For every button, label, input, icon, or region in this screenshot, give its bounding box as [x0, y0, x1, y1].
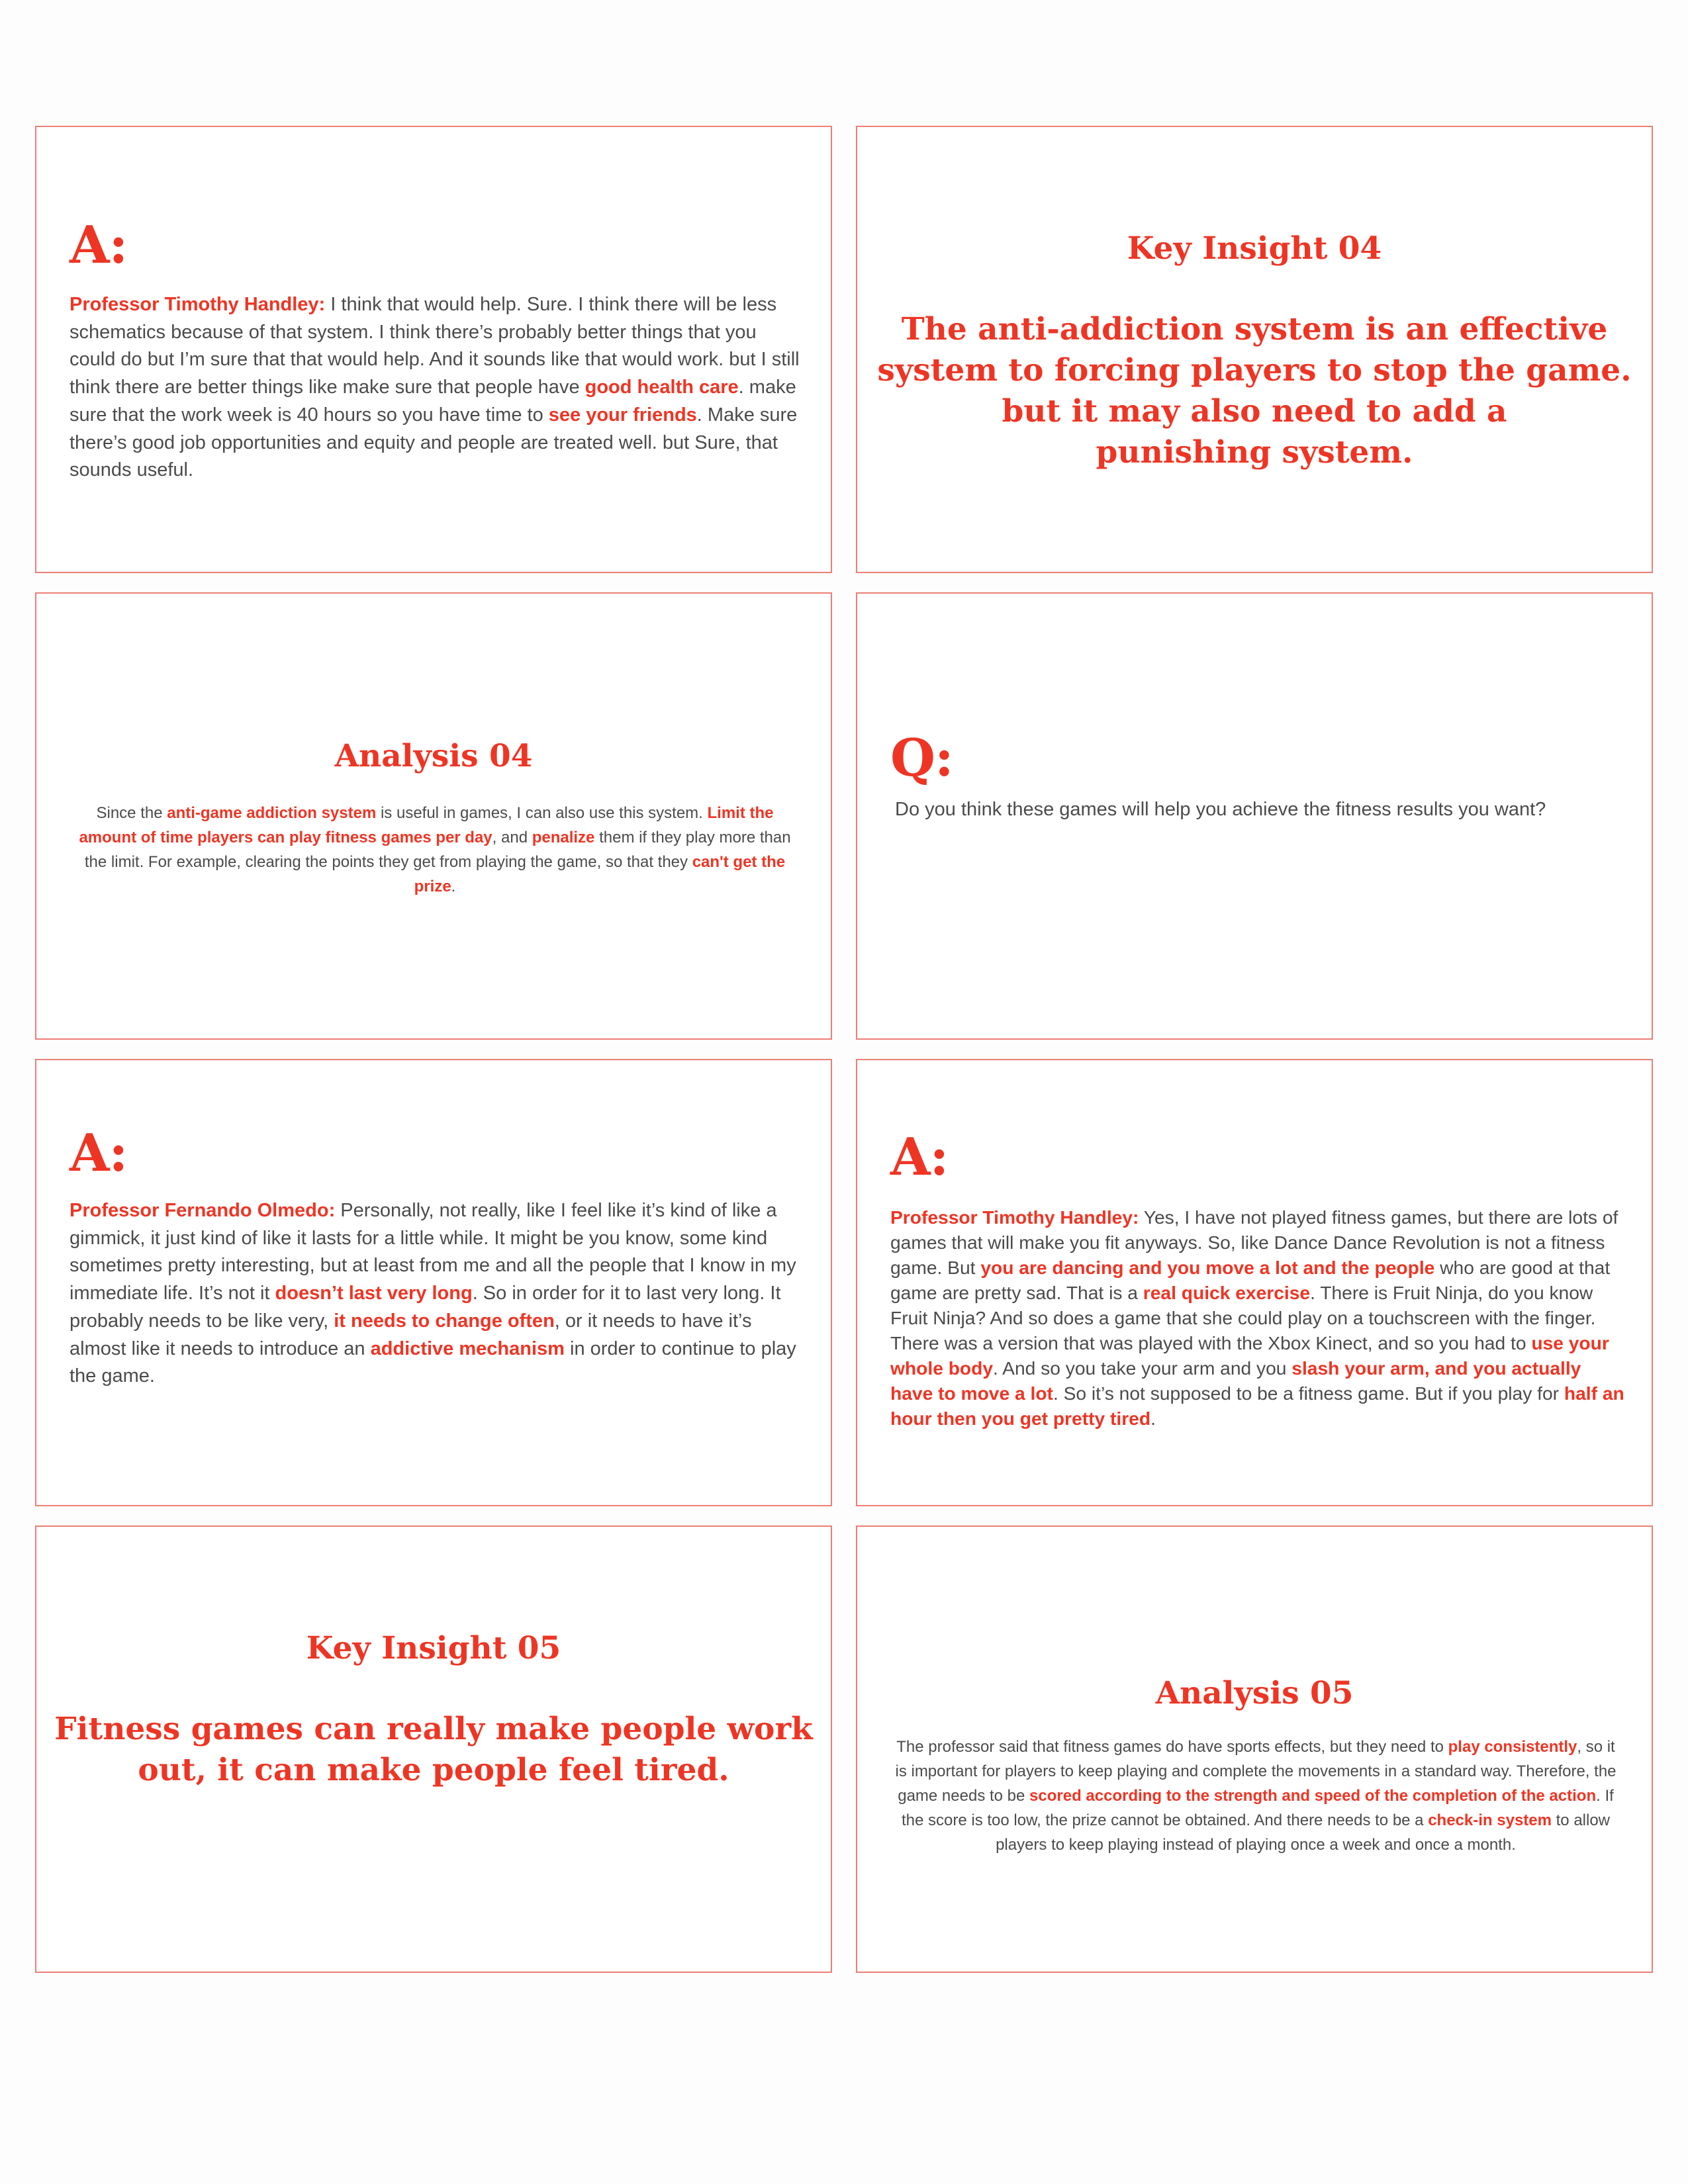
- insight-title: Key Insight 05: [306, 1630, 561, 1666]
- analysis-04-card: [35, 592, 832, 1040]
- speaker-name: Professor Fernando Olmedo:: [70, 1200, 336, 1221]
- highlight: anti-game addiction system: [167, 804, 377, 822]
- highlight: penalize: [532, 829, 595, 846]
- highlight: play consistently: [1448, 1738, 1577, 1756]
- highlight: it needs to change often: [334, 1310, 555, 1332]
- question-text: Do you think these games will help you achieve the fitness results you want?: [895, 799, 1546, 820]
- key-insight-04-card: [856, 126, 1653, 573]
- highlight: half an hour then you get pretty tired: [890, 1383, 1624, 1429]
- analysis-title: Analysis 05: [1155, 1675, 1354, 1711]
- answer-label: A:: [70, 215, 128, 275]
- highlight: check-in system: [1428, 1811, 1552, 1829]
- speaker-name: Professor Timothy Handley:: [890, 1206, 1139, 1228]
- analysis-text: Since the anti-game addiction system is useful in games, I can also use this system. Limit the amount of time players can play fitness games per day, and penalize them if they play more than the limit. For example, clearing the points they get from playing the game, so that they can't get the prize.: [79, 804, 791, 895]
- answer-label: A:: [890, 1127, 949, 1187]
- question-card: [856, 592, 1653, 1040]
- insight-title: Key Insight 04: [1127, 230, 1382, 267]
- speaker-name: Professor Timothy Handley:: [70, 294, 326, 315]
- highlight: you are dancing and you move a lot and the people: [980, 1257, 1435, 1278]
- answer-card-olmedo: [35, 1059, 832, 1506]
- highlight: doesn’t last very long: [275, 1283, 473, 1304]
- analysis-text: The professor said that fitness games do have sports effects, but they need to play consistently, so it is important for players to keep playing and complete the movements in a standard way. Therefore, the game needs to be scored according to the strength and speed of the completion of the action. If the score is too low, the prize cannot be obtained. And there needs to be a check-in system to allow players to keep playing instead of playing once a week and once a month.: [895, 1738, 1617, 1854]
- answer-card-handley-2: [856, 1059, 1653, 1506]
- answer-text: Professor Fernando Olmedo: Personally, not really, like I feel like it’s kind of like a gimmick, it just kind of like it lasts for a little while. It might be you know, some kind sometimes pretty interesting, but at least from me and all the people that I know in my immediate life. It’s not it doesn’t last very long. So in order for it to last very long. It probably needs to be like very, it needs to change often, or it needs to have it’s almost like it needs to introduce an addictive mechanism in order to continue to play the game.: [70, 1200, 796, 1387]
- key-insight-05-card: [35, 1525, 832, 1973]
- highlight: real quick exercise: [1143, 1282, 1311, 1303]
- highlight: see your friends: [548, 404, 697, 426]
- highlight: slash your arm, and you actually have to move a lot: [890, 1357, 1581, 1404]
- question-label: Q:: [890, 728, 953, 788]
- highlight: Limit the amount of time players can play fitness games per day: [79, 804, 774, 846]
- insight-text: The anti-addiction system is an effective system to forcing players to stop the game. but it may also need to add a punishing system.: [877, 311, 1632, 471]
- answer-label: A:: [70, 1123, 128, 1183]
- answer-text: Professor Timothy Handley: I think that would help. Sure. I think there will be less schematics because of that system. I think there’s probably better things that you could do but I’m sure that that would help. And it sounds like that would work. but I still think there are better things like make sure that people have good health care. make sure that the work week is 40 hours so you have time to see your friends. Make sure there’s good job opportunities and equity and people are treated well. but Sure, that sounds useful.: [70, 294, 800, 481]
- highlight: good health care: [585, 377, 739, 398]
- highlight: use your whole body: [890, 1332, 1609, 1379]
- highlight: can't get the prize: [414, 853, 786, 895]
- analysis-05-card: [856, 1525, 1653, 1973]
- highlight: addictive mechanism: [370, 1338, 565, 1359]
- answer-card-handley-1: [35, 126, 832, 573]
- answer-text: Professor Timothy Handley: Yes, I have not played fitness games, but there are lots of games that will make you fit anyways. So, like Dance Dance Revolution is not a fitness game. But you are dancing and you move a lot and the people who are good at that game are pretty sad. That is a real quick exercise. There is Fruit Ninja, do you know Fruit Ninja? And so does a game that she could play on a touchscreen with the finger. There was a version that was played with the Xbox Kinect, and so you had to use your whole body. And so you take your arm and you slash your arm, and you actually have to move a lot. So it’s not supposed to be a fitness game. But if you play for half an hour then you get pretty tired.: [890, 1206, 1624, 1429]
- analysis-title: Analysis 04: [334, 738, 533, 774]
- highlight: scored according to the strength and speed of the completion of the action: [1029, 1787, 1597, 1805]
- insight-text: Fitness games can really make people work out, it can make people feel tired.: [54, 1711, 813, 1788]
